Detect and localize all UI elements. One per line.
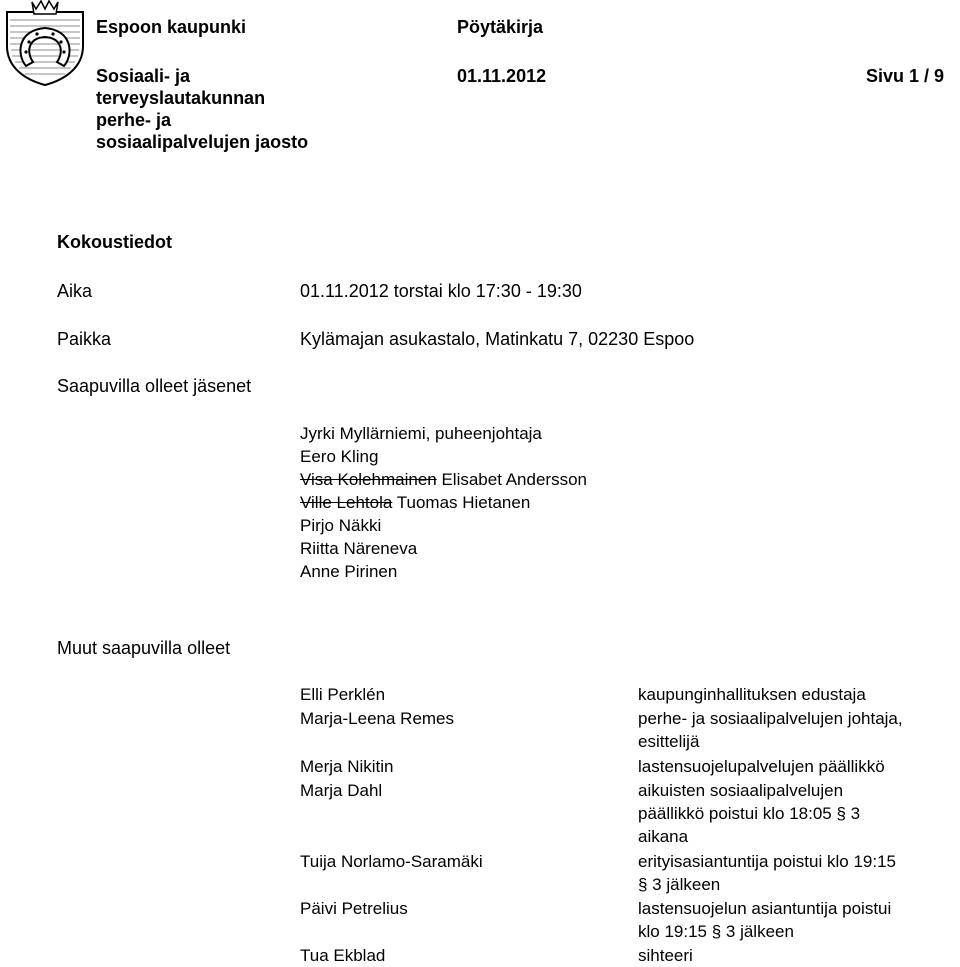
role-line: perhe- ja sosiaalipalvelujen johtaja, xyxy=(638,709,903,728)
member-row xyxy=(300,560,587,583)
member-row xyxy=(300,537,587,560)
other-person-role xyxy=(638,897,891,943)
place-value: Kylämajan asukastalo, Matinkatu 7, 02230 Espoo xyxy=(300,329,695,349)
member-name: Pirjo Näkki xyxy=(300,516,382,535)
other-person-name: Elli Perklén xyxy=(300,685,386,704)
member-name: Riitta Näreneva xyxy=(300,539,418,558)
member-name: Jyrki Myllärniemi, puheenjohtaja xyxy=(300,424,542,443)
member-row xyxy=(300,514,587,537)
role-line: erityisasiantuntija poistui klo 19:15 xyxy=(638,852,896,871)
member-struck-name: Visa Kolehmainen xyxy=(300,470,437,489)
role-line: aikuisten sosiaalipalvelujen xyxy=(638,781,844,800)
issuing-body-line-3: perhe- ja xyxy=(96,110,172,130)
place-label: Paikka xyxy=(57,329,112,349)
other-person-name: Tua Ekblad xyxy=(300,946,386,965)
role-line: lastensuojelun asiantuntija poistui xyxy=(638,899,892,918)
issuing-body-line-4: sosiaalipalvelujen jaosto xyxy=(96,132,309,152)
member-name: Anne Pirinen xyxy=(300,562,398,581)
role-line: aikana xyxy=(638,827,689,846)
members-label: Saapuvilla olleet jäsenet xyxy=(57,376,252,396)
other-person-role xyxy=(638,755,885,778)
other-person-name: Marja-Leena Remes xyxy=(300,709,455,728)
member-name: Tuomas Hietanen xyxy=(392,493,531,512)
member-struck-name: Ville Lehtola xyxy=(300,493,393,512)
other-person-role xyxy=(638,707,903,753)
role-line: sihteeri xyxy=(638,946,693,965)
role-line: päällikkö poistui klo 18:05 § 3 xyxy=(638,804,861,823)
issuing-body-line-1: Sosiaali- ja xyxy=(96,66,191,86)
member-row xyxy=(300,491,587,514)
other-person-role xyxy=(638,683,866,706)
member-row xyxy=(300,468,587,491)
role-line: § 3 jälkeen xyxy=(638,875,721,894)
espoo-coat-of-arms-logo xyxy=(2,0,88,86)
issuing-body-line-2: terveyslautakunnan xyxy=(96,88,266,108)
role-line: esittelijä xyxy=(638,732,700,751)
other-person-name: Tuija Norlamo-Saramäki xyxy=(300,852,483,871)
member-row xyxy=(300,445,587,468)
member-name: Elisabet Andersson xyxy=(436,470,587,489)
page-number: Sivu 1 / 9 xyxy=(866,66,945,86)
time-label: Aika xyxy=(57,281,93,301)
document-type: Pöytäkirja xyxy=(457,17,544,37)
other-person-role xyxy=(638,779,860,848)
organization-name: Espoon kaupunki xyxy=(96,17,247,37)
others-label: Muut saapuvilla olleet xyxy=(57,638,231,658)
member-row xyxy=(300,422,587,445)
section-title: Kokoustiedot xyxy=(57,232,172,252)
issuing-body xyxy=(96,66,308,154)
members-list xyxy=(300,422,587,583)
role-line: kaupunginhallituksen edustaja xyxy=(638,685,866,704)
other-person-name: Päivi Petrelius xyxy=(300,899,408,918)
other-person-name: Merja Nikitin xyxy=(300,757,394,776)
time-value: 01.11.2012 torstai klo 17:30 - 19:30 xyxy=(300,281,582,301)
other-person-name: Marja Dahl xyxy=(300,781,383,800)
other-person-role xyxy=(638,850,896,896)
role-line: klo 19:15 § 3 jälkeen xyxy=(638,922,794,941)
document-date: 01.11.2012 xyxy=(457,66,547,86)
member-name: Eero Kling xyxy=(300,447,379,466)
role-line: lastensuojelupalvelujen päällikkö xyxy=(638,757,885,776)
